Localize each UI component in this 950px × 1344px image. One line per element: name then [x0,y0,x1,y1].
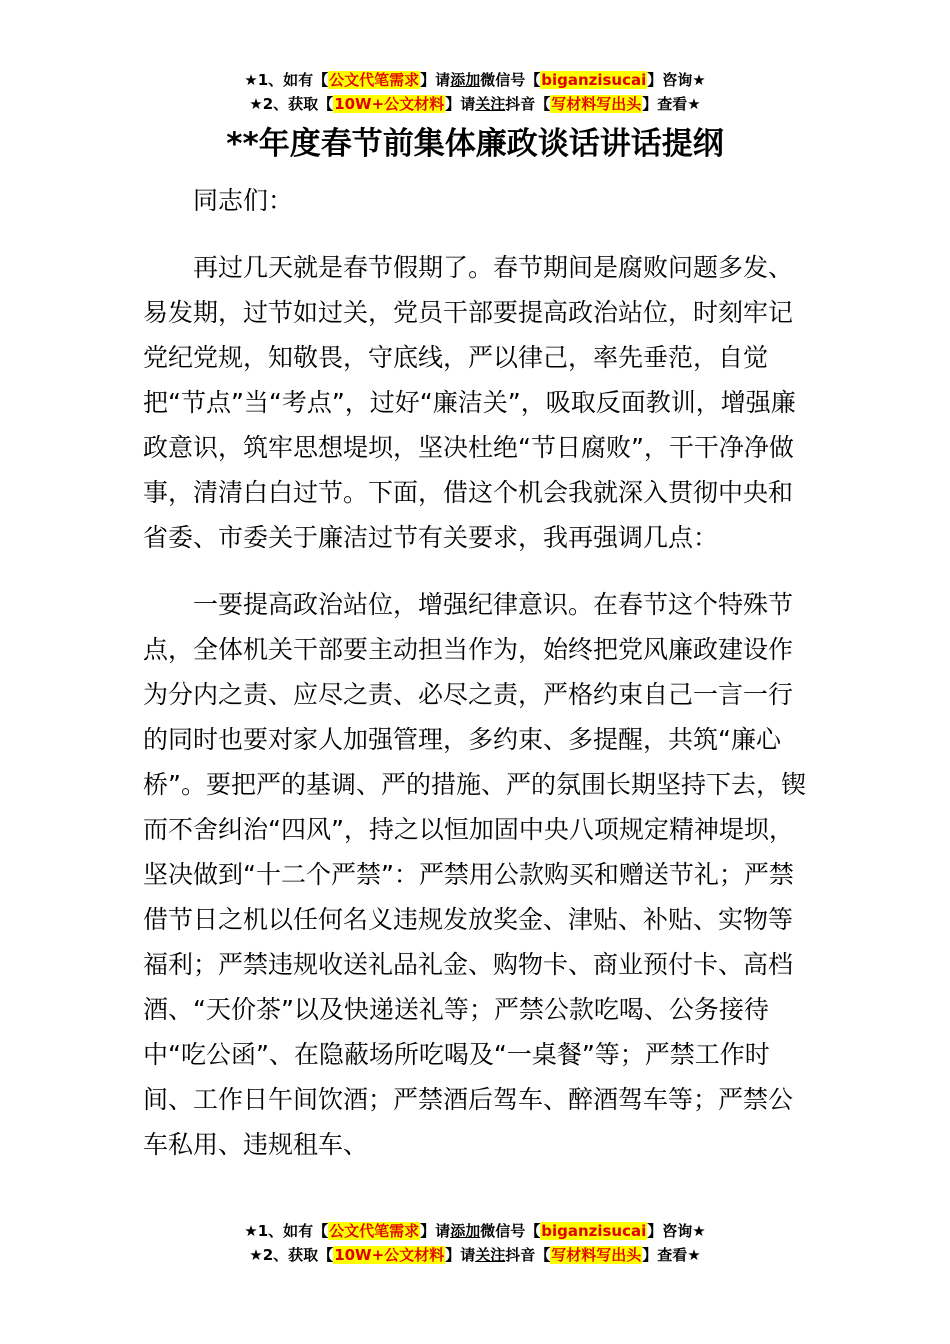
footer-2-prefix: ★2、获取【 [249,1246,334,1264]
banner-line-1 [0,68,950,92]
footer-2-mid: 】请 [445,1246,476,1264]
banner-2-highlight-materials: 10W+公文材料 [334,95,445,113]
banner-2-mid: 】请 [445,95,476,113]
footer-2-suffix: 】查看★ [642,1246,701,1264]
banner-2-underlined: 关注 [475,95,506,113]
banner-2-mid2: 抖音【 [505,95,551,113]
footer-2-highlight-materials: 10W+公文材料 [334,1246,445,1264]
footer-1-mid: 】请 [420,1222,451,1240]
footer-2-underlined: 关注 [475,1246,506,1264]
banner-2-suffix: 】查看★ [642,95,701,113]
banner-1-underlined: 添加 [450,71,481,89]
footer-1-mid2: 微信号【 [480,1222,541,1240]
footer-1-prefix: ★1、如有【 [244,1222,329,1240]
paragraph-point-one: 一要提高政治站位，增强纪律意识。在春节这个特殊节点，全体机关干部要主动担当作为，始终把党风廉政建设作为分内之责、应尽之责、必尽之责，严格约束自己一言一行的同时也要对家人加强管理，多约束、多提醒，共筑“廉心桥”。要把严的基调、严的措施、严的氛围长期坚持下去，锲而不舍纠治“四风”，持之以恒加固中央八项规定精神堤坝，坚决做到“十二个严禁”：严禁用公款购买和赠送节礼；严禁借节日之机以任何名义违规发放奖金、津贴、补贴、实物等福利；严禁违规收送礼品礼金、购物卡、商业预付卡、高档酒、“天价茶”以及快递送礼等；严禁公款吃喝、公务接待中“吃公函”、在隐蔽场所吃喝及“一桌餐”等；严禁工作时间、工作日午间饮酒；严禁酒后驾车、醉酒驾车等；严禁公车私用、违规租车、 [143,590,806,1159]
banner-1-mid2: 微信号【 [480,71,541,89]
banner-1-highlight-service: 公文代笔需求 [329,71,420,89]
footer-1-suffix: 】咨询★ [647,1222,706,1240]
footer-2-mid2: 抖音【 [505,1246,551,1264]
paragraph-intro: 再过几天就是春节假期了。春节期间是腐败问题多发、易发期，过节如过关，党员干部要提高政治站位，时刻牢记党纪党规，知敬畏，守底线，严以律己，率先垂范，自觉把“节点”当“考点”，过好“廉洁关”，吸取反面教训，增强廉政意识，筑牢思想堤坝，坚决杜绝“节日腐败”，干干净净做事，清清白白过节。下面，借这个机会我就深入贯彻中央和省委、市委关于廉洁过节有关要求，我再强调几点： [143,253,796,552]
footer-banner-line-2 [0,1243,950,1267]
footer-1-highlight-wechat: biganzisucai [541,1222,647,1240]
banner-1-suffix: 】咨询★ [647,71,706,89]
document-title: **年度春节前集体廉政谈话讲话提纲 [226,126,724,162]
footer-1-underlined: 添加 [450,1222,481,1240]
banner-2-highlight-douyin: 写材料写出头 [551,95,642,113]
greeting: 同志们： [193,186,294,215]
footer-1-highlight-service: 公文代笔需求 [329,1222,420,1240]
banner-1-prefix: ★1、如有【 [244,71,329,89]
banner-line-2 [0,92,950,116]
footer-banner [0,1219,950,1267]
banner-2-prefix: ★2、获取【 [249,95,334,113]
banner-1-mid: 】请 [420,71,451,89]
footer-banner-line-1 [0,1219,950,1243]
document-body [143,178,809,1167]
header-banner [0,68,950,116]
footer-2-highlight-douyin: 写材料写出头 [551,1246,642,1264]
banner-1-highlight-wechat: biganzisucai [541,71,647,89]
